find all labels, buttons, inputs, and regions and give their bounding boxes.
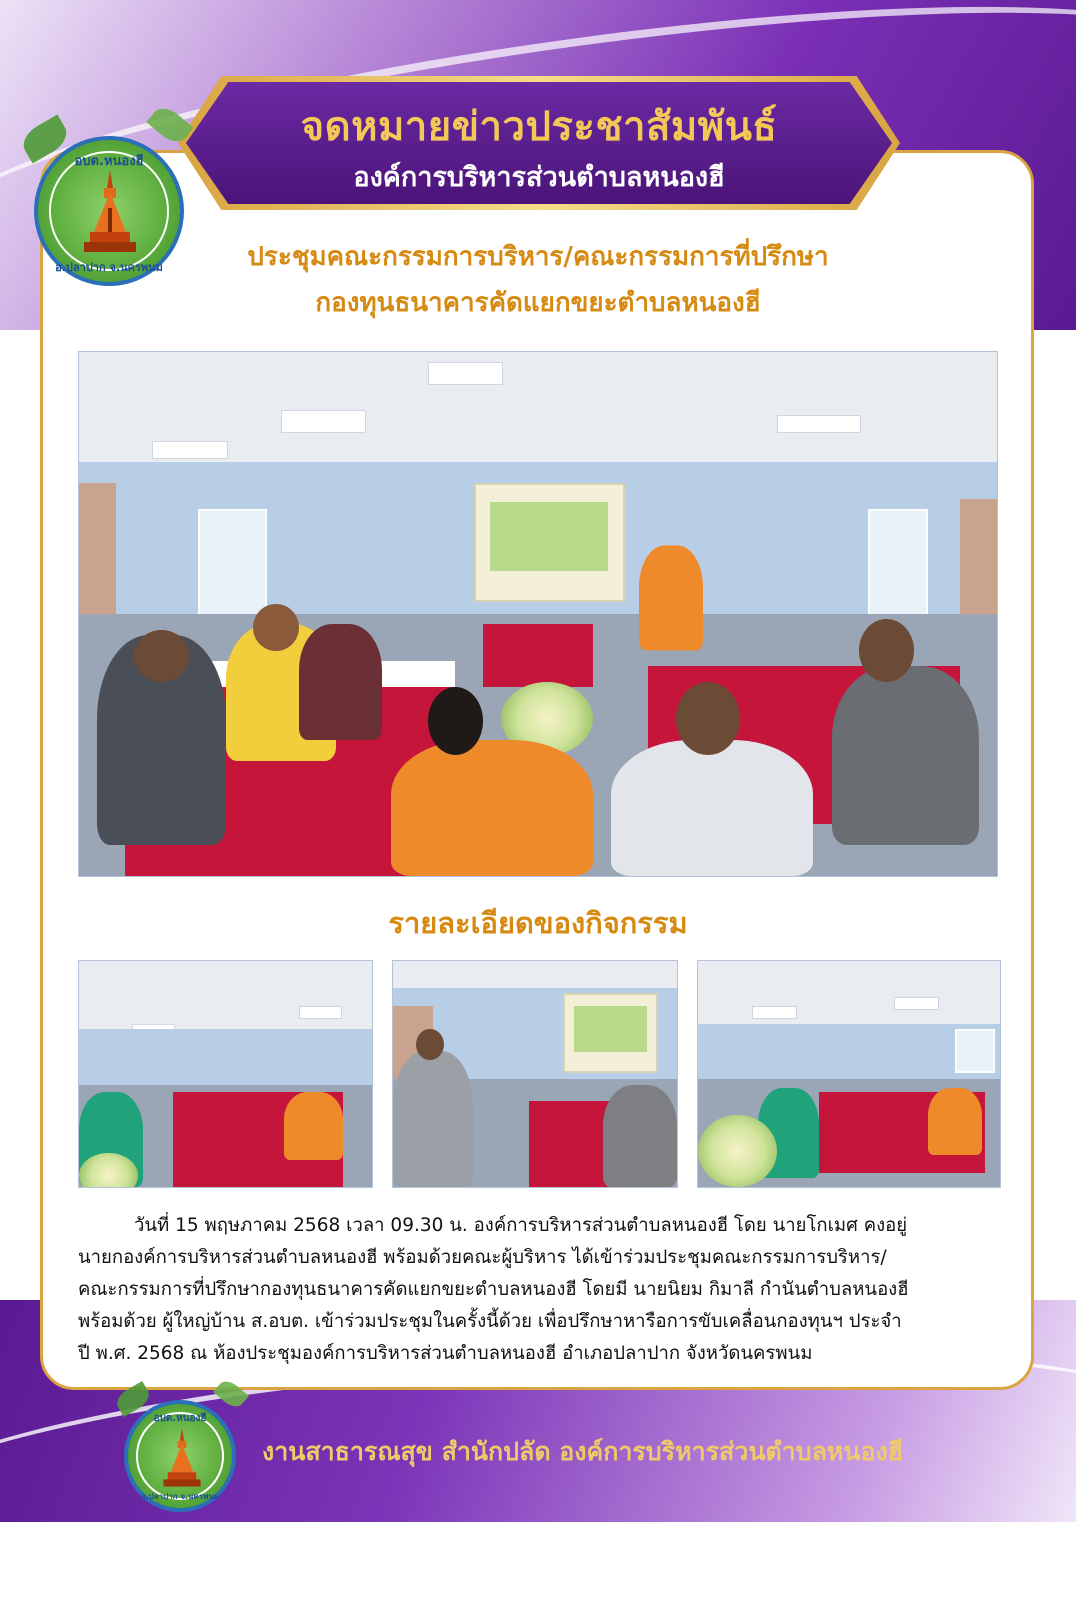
gallery-photo-3 — [697, 960, 1001, 1188]
meeting-title-line2: กองทุนธนาคารคัดแยกขยะตำบลหนองฮี — [315, 288, 761, 318]
newsletter-title: จดหมายข่าวประชาสัมพันธ์ — [300, 104, 778, 150]
logo-bottom-text: อ.ปลาปาก จ.นครพนม — [140, 1492, 220, 1501]
activity-details-heading: รายละเอียดของกิจกรรม — [388, 906, 688, 940]
gallery-photo-1 — [78, 960, 373, 1188]
main-meeting-photo — [78, 351, 998, 877]
description-line: นายกองค์การบริหารส่วนตำบลหนองฮี พร้อมด้วยคณะผู้บริหาร ได้เข้าร่วมประชุมคณะกรรมการบริหาร/ — [78, 1247, 887, 1268]
gallery-photo-2 — [392, 960, 678, 1188]
activity-description — [78, 1210, 998, 1370]
description-line: ปี พ.ศ. 2568 ณ ห้องประชุมองค์การบริหารส่วนตำบลหนองฮี อำเภอปลาปาก จังหวัดนครพนม — [78, 1343, 813, 1364]
stupa-icon — [162, 1428, 202, 1488]
description-line: พร้อมด้วย ผู้ใหญ่บ้าน ส.อบต. เข้าร่วมประชุมในครั้งนี้ด้วย เพื่อปรึกษาหารือการขับเคลื่อนกองทุนฯ ประจำ — [78, 1311, 902, 1332]
description-line: คณะกรรมการที่ปรึกษากองทุนธนาคารคัดแยกขยะตำบลหนองฮี โดยมี นายนิยม กิมาลี กำนันตำบลหนองฮี — [78, 1279, 909, 1300]
logo-top-text: อบต.หนองฮี — [74, 154, 144, 169]
logo-bottom-text: อ.ปลาปาก จ.นครพนม — [55, 261, 163, 274]
footer-department: งานสาธารณสุข สำนักปลัด องค์การบริหารส่วนตำบลหนองฮี — [262, 1437, 903, 1466]
meeting-title-line1: ประชุมคณะกรรมการบริหาร/คณะกรรมการที่ปรึกษา — [247, 242, 829, 272]
organization-name: องค์การบริหารส่วนตำบลหนองฮี — [353, 162, 725, 193]
description-line: วันที่ 15 พฤษภาคม 2568 เวลา 09.30 น. องค์การบริหารส่วนตำบลหนองฮี โดย นายโกเมศ คงอยู่ — [134, 1215, 908, 1236]
logo-top-text: อบต.หนองฮี — [153, 1413, 207, 1424]
